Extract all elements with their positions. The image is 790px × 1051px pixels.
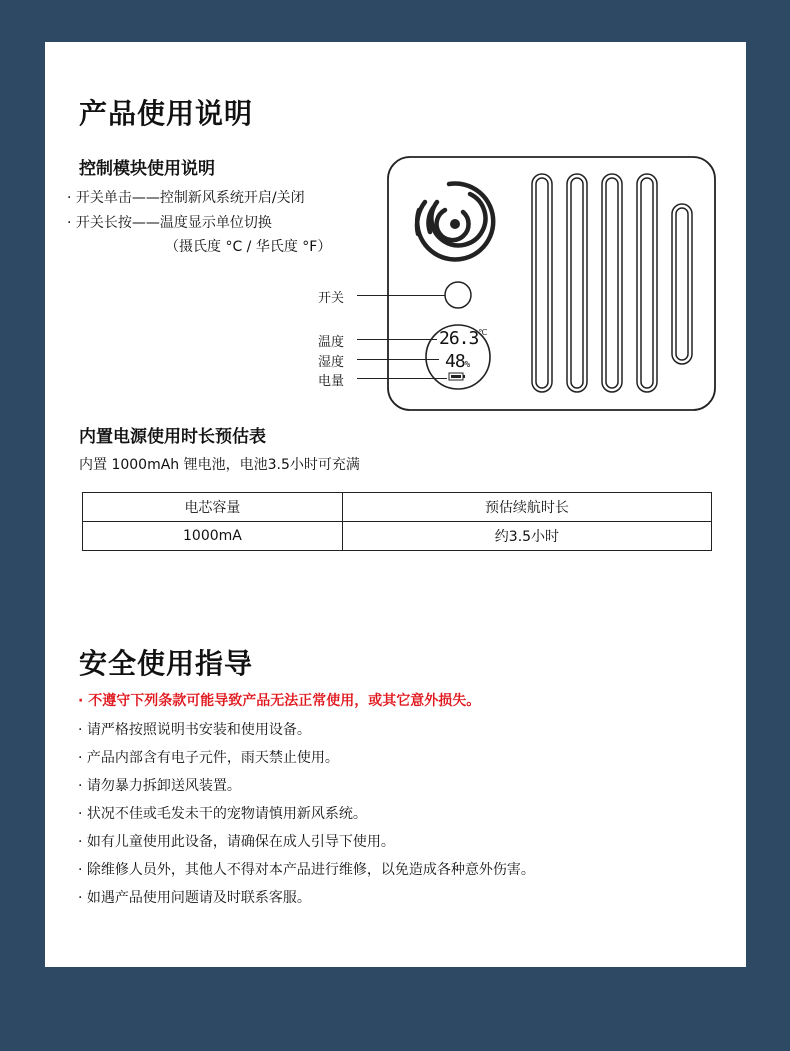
safety-item: · 除维修人员外，其他人不得对本产品进行维修，以免造成各种意外伤害。: [78, 862, 535, 878]
table-cell-duration: 约3.5小时: [342, 522, 711, 551]
manual-card: [45, 42, 746, 967]
speaker-grille-icon: [417, 183, 493, 259]
leader-battery: [357, 378, 447, 379]
leader-temperature: [357, 339, 437, 340]
usage-title: 产品使用说明: [79, 97, 254, 130]
label-temperature: 温度: [318, 335, 345, 350]
label-battery: 电量: [318, 374, 345, 389]
control-line-2: · 开关长按——温度显示单位切换: [67, 215, 272, 231]
display-humidity: [445, 351, 469, 372]
leader-switch: [357, 295, 445, 296]
control-subtitle: 控制模块使用说明: [79, 159, 215, 179]
safety-item: · 请严格按照说明书安装和使用设备。: [78, 722, 311, 738]
label-switch: 开关: [318, 291, 345, 306]
label-humidity: 湿度: [318, 355, 345, 370]
safety-title: 安全使用指导: [79, 647, 254, 680]
table-header-row: [83, 493, 712, 522]
display-temperature-value: 26.3: [439, 328, 479, 349]
safety-item: · 如有儿童使用此设备，请确保在成人引导下使用。: [78, 834, 395, 850]
control-line-1: · 开关单击——控制新风系统开启/关闭: [67, 190, 305, 206]
safety-item: · 产品内部含有电子元件，雨天禁止使用。: [78, 750, 339, 766]
battery-estimate-table: [82, 492, 712, 551]
vent-slots: [532, 174, 692, 392]
display-temperature: [439, 328, 486, 349]
table-row: [83, 522, 712, 551]
leader-humidity: [357, 359, 439, 360]
safety-warning: · 不遵守下列条款可能导致产品无法正常使用，或其它意外损失。: [78, 693, 481, 709]
switch-button-icon: [445, 282, 471, 308]
battery-description: 内置 1000mAh 锂电池，电池3.5小时可充满: [79, 457, 360, 473]
safety-item: · 状况不佳或毛发未干的宠物请慎用新风系统。: [78, 806, 367, 822]
table-cell-capacity: 1000mA: [83, 522, 343, 551]
safety-item: · 如遇产品使用问题请及时联系客服。: [78, 890, 311, 906]
display-humidity-value: 48: [445, 351, 465, 372]
display-humidity-unit: %: [464, 360, 470, 370]
control-line-3: （摄氏度 °C / 华氏度 °F）: [165, 239, 332, 255]
safety-item: · 请勿暴力拆卸送风装置。: [78, 778, 241, 794]
device-illustration: [385, 154, 720, 416]
battery-section-title: 内置电源使用时长预估表: [79, 427, 266, 447]
table-header-capacity: 电芯容量: [83, 493, 343, 522]
display-temperature-unit: ℃: [478, 328, 487, 337]
table-header-duration: 预估续航时长: [342, 493, 711, 522]
